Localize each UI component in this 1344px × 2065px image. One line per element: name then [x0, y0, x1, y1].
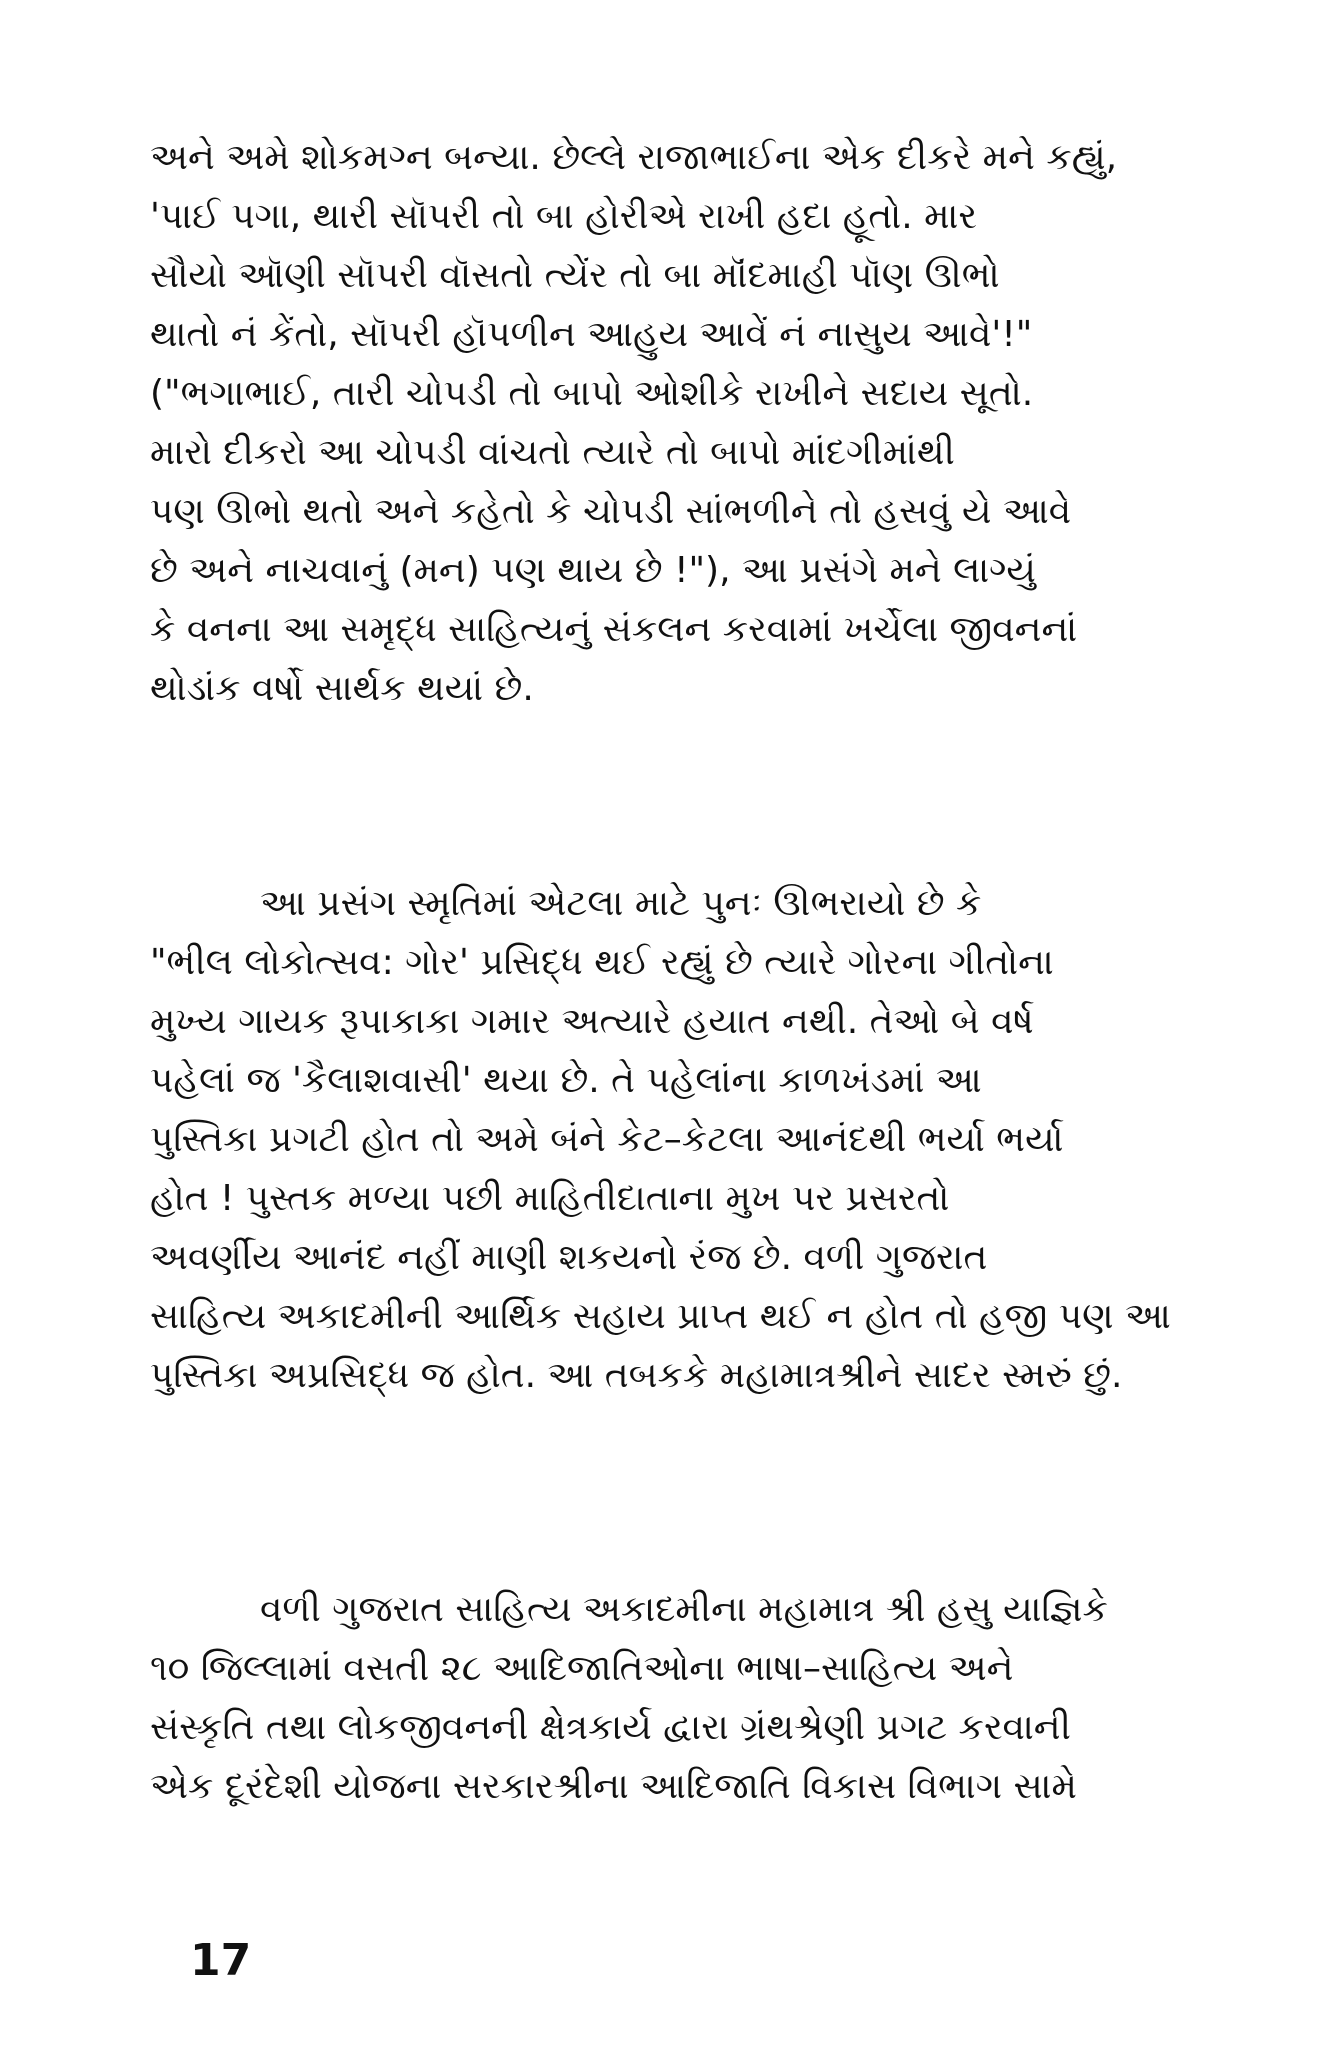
text-line: કે વનના આ સમૃદ્ધ સાહિત્યનું સંકલન કરવામાં ખર્ચેલા જીવનનાં: [150, 609, 1078, 650]
text-line: આ પ્રસંગ સ્મૃતિમાં એટલા માટે પુનઃ ઊભરાયો છે કે: [260, 883, 982, 924]
text-line: ૧૦ જિલ્લામાં વસતી ૨૮ આદિજાતિઓના ભાષા–સાહિત્ય અને: [150, 1648, 1014, 1689]
text-line: ("ભગાભાઈ, તારી ચોપડી તો બાપો ઓશીકે રાખીને સદાય સૂતો.: [150, 373, 1034, 414]
text-line: એક દૂરંદેશી યોજના સરકારશ્રીના આદિજાતિ વિકાસ વિભાગ સામે: [150, 1766, 1077, 1807]
text-line: વળી ગુજરાત સાહિત્ય અકાદમીના મહામાત્ર શ્રી હસુ યાજ્ઞિકે: [260, 1589, 1108, 1630]
text-line: પુસ્તિકા અપ્રસિદ્ધ જ હોત. આ તબકકે મહામાત્રશ્રીને સાદર સ્મરું છું.: [150, 1355, 1123, 1396]
text-line: સૌયો ઑણી સૉપરી વૉસતો ત્યેંર તો બા મૉંદમાહી પૉણ ઊભો: [150, 255, 1000, 296]
page-number: 17: [190, 1935, 252, 1986]
text-line: થોડાંક વર્ષો સાર્થક થયાં છે.: [150, 668, 534, 709]
paragraph-2: [150, 874, 1210, 1405]
text-line: સંસ્કૃતિ તથા લોકજીવનની ક્ષેત્રકાર્ય દ્વારા ગ્રંથશ્રેણી પ્રગટ કરવાની: [150, 1707, 1071, 1748]
paragraph-3: [150, 1580, 1210, 1816]
text-line: સાહિત્ય અકાદમીની આર્થિક સહાય પ્રાપ્ત થઈ ન હોત તો હજી પણ આ: [150, 1296, 1171, 1337]
text-line: થાતો નં કેંતો, સૉપરી હૉપળીન આહુય આવેં નં નાસુય આવે'!": [150, 314, 1033, 355]
text-line: અવર્ણીય આનંદ નહીં માણી શકયનો રંજ છે. વળી ગુજરાત: [150, 1237, 988, 1278]
paragraph-1: [150, 128, 1210, 718]
text-line: મારો દીકરો આ ચોપડી વાંચતો ત્યારે તો બાપો માંદગીમાંથી: [150, 432, 955, 473]
text-line: મુખ્ય ગાયક રૂપાકાકા ગમાર અત્યારે હયાત નથી. તેઓ બે વર્ષ: [150, 1001, 1034, 1042]
text-line: "ભીલ લોકોત્સવ: ગોર' પ્રસિદ્ધ થઈ રહ્યું છે ત્યારે ગોરના ગીતોના: [150, 942, 1054, 983]
text-line: 'પાઈ પગા, થારી સૉપરી તો બા હોરીએ રાખી હદા હૂતો. માર: [150, 196, 977, 237]
text-line: પહેલાં જ 'કૈલાશવાસી' થયા છે. તે પહેલાંના કાળખંડમાં આ: [150, 1060, 982, 1101]
text-line: પણ ઊભો થતો અને કહેતો કે ચોપડી સાંભળીને તો હસવું યે આવે: [150, 491, 1072, 532]
text-line: અને અમે શોકમગ્ન બન્યા. છેલ્લે રાજાભાઈના એક દીકરે મને કહ્યું,: [150, 137, 1118, 178]
text-line: છે અને નાચવાનું (મન) પણ થાય છે !"), આ પ્રસંગે મને લાગ્યું: [150, 550, 1036, 591]
text-line: પુસ્તિકા પ્રગટી હોત તો અમે બંને કેટ–કેટલા આનંદથી ભર્યા ભર્યા: [150, 1119, 1064, 1160]
text-line: હોત ! પુસ્તક મળ્યા પછી માહિતીદાતાના મુખ પર પ્રસરતો: [150, 1178, 950, 1219]
